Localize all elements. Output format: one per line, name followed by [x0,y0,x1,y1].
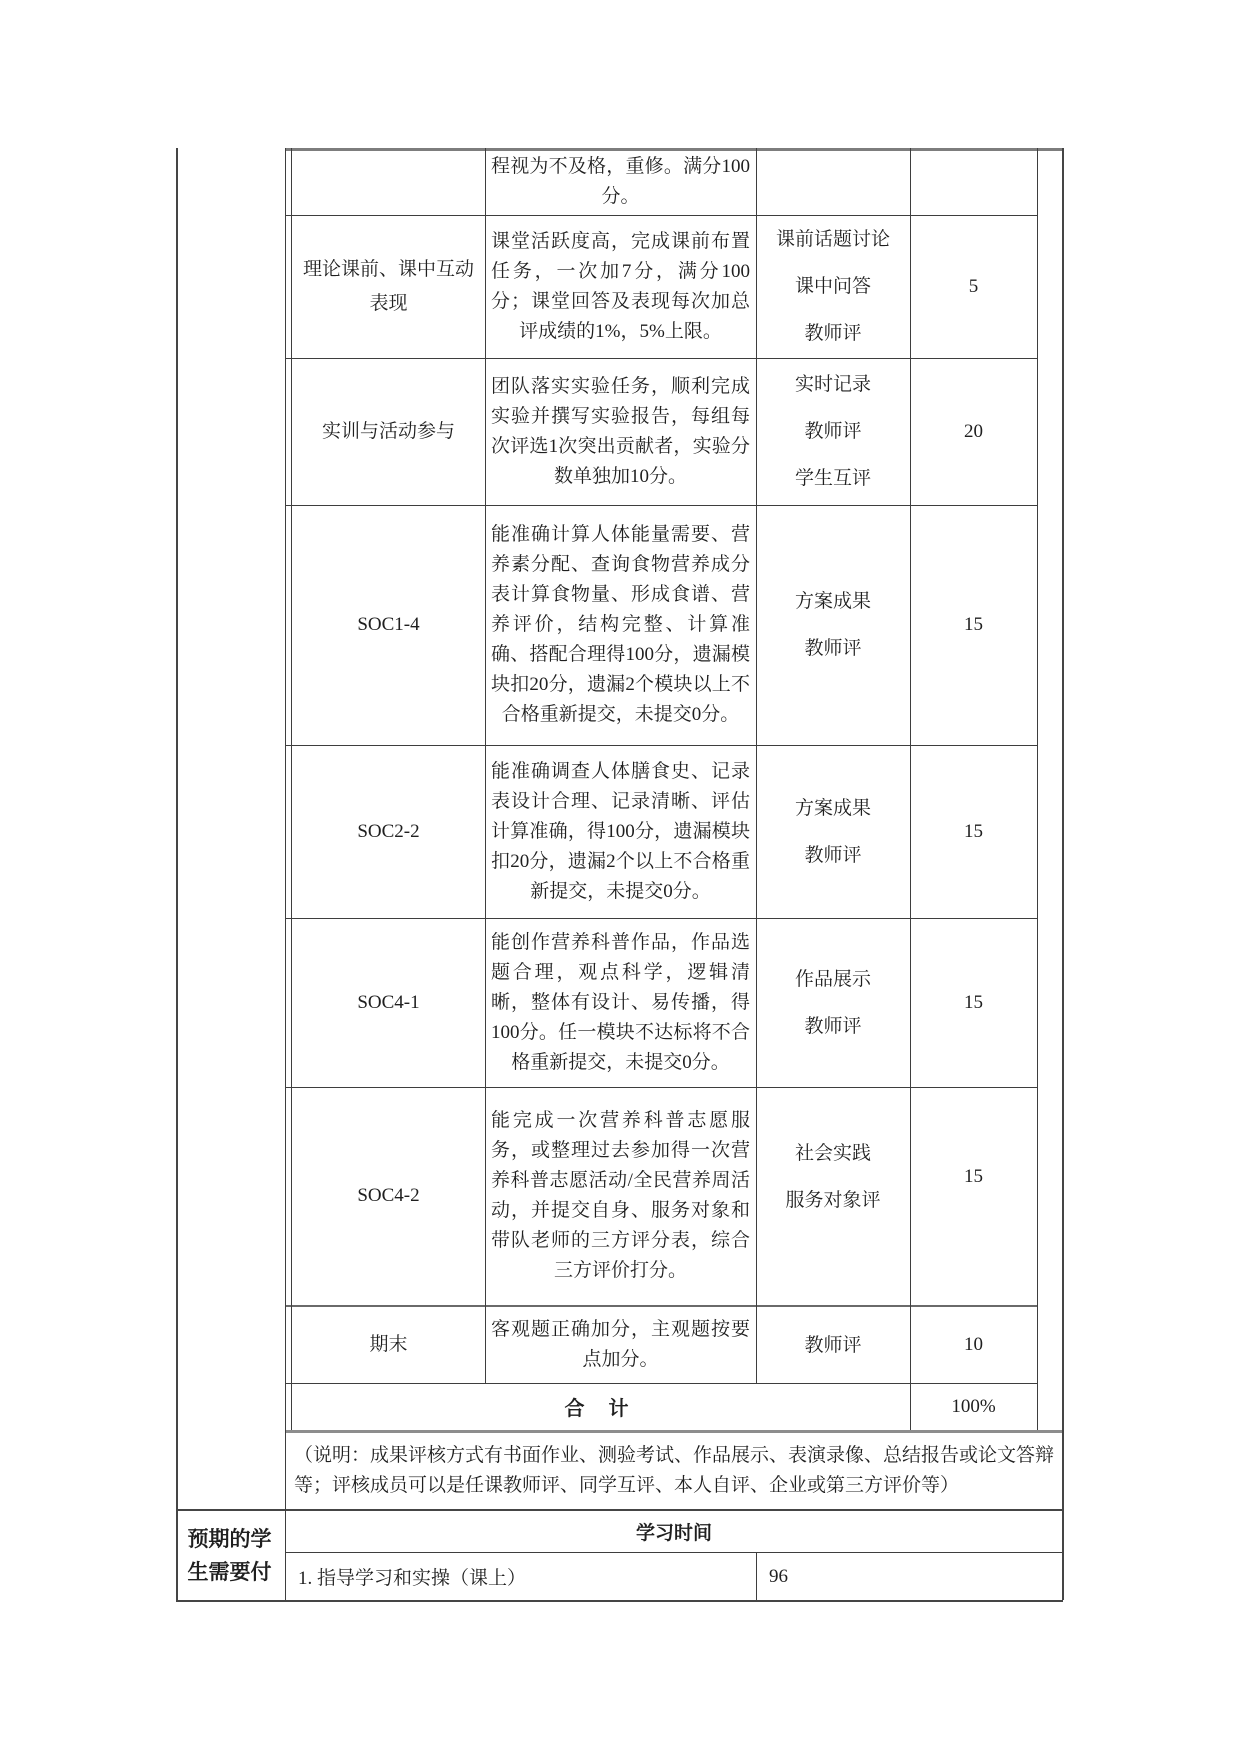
outer-right-border [1062,148,1064,1600]
col-divider [1037,148,1038,1430]
total-value-cell [910,1383,1037,1430]
learning-item-hours: 96 [769,1565,788,1587]
eval-line: 实时记录 [794,374,871,395]
desc-text: 团队落实实验任务，顺利完成实验并撰写实验报告，每组每次评选1次突出贡献者，实验分数单独加10分。 [491,375,750,487]
total-label: 合 计 [564,1398,631,1420]
desc-cell [485,507,756,743]
learning-item-hours-cell [756,1553,1063,1600]
criteria-text: 期末 [369,1334,408,1355]
criteria-text: SOC1-4 [357,614,420,635]
desc-cell [485,1089,756,1303]
section-divider [285,1430,1063,1433]
eval-line: 教师评 [804,1334,862,1356]
desc-text: 课堂活跃度高，完成课前布置任务，一次加7分，满分100分；课堂回答及表现每次加总评成绩的1%，5%上限。 [491,230,750,342]
desc-text: 客观题正确加分，主观题按要点加分。 [491,1319,750,1370]
table-bottom-border [176,1600,1063,1602]
desc-cell [485,360,756,503]
outer-left-border [176,148,178,1600]
note-cell [285,1434,1063,1507]
criteria-cell [292,1087,485,1305]
eval-cell [756,918,910,1087]
score-cell [910,1087,1037,1267]
eval-line: 教师评 [804,844,862,866]
desc-cell [485,217,756,356]
total-label-cell [285,1383,910,1430]
eval-line: 服务对象评 [785,1190,881,1211]
side-header-cell [178,1511,285,1600]
score-value: 20 [964,420,983,442]
criteria-text: 理论课前、课中互动表现 [302,258,474,314]
eval-cell [756,745,910,918]
criteria-cell [292,1307,485,1383]
eval-cell [756,358,910,505]
score-value: 10 [964,1334,983,1355]
score-cell [910,745,1037,918]
score-value: 15 [964,614,983,635]
eval-cell [756,1087,910,1267]
eval-cell [756,505,910,745]
criteria-cell [292,745,485,918]
eval-line: 教师评 [804,323,862,344]
eval-line: 教师评 [804,638,862,659]
desc-text: 能准确计算人体能量需要、营养素分配、查询食物营养成分表计算食物量、形成食谱、营养评价，结构完整、计算准确、搭配合理得100分，遗漏模块扣20分，遗漏2个模块以上不合格重新提交，未提交0分。 [491,524,750,725]
eval-line: 课中问答 [794,276,871,297]
eval-line: 方案成果 [794,797,871,819]
eval-line: 社会实践 [794,1143,871,1164]
score-cell [910,358,1037,505]
eval-line: 课前话题讨论 [775,229,890,250]
desc-cell [485,747,756,916]
learning-item-label: 1. 指导学习和实操（课上） [298,1568,527,1589]
criteria-cell [292,358,485,505]
eval-line: 学生互评 [794,468,871,489]
desc-text: 能完成一次营养科普志愿服务，或整理过去参加得一次营养科普志愿活动/全民营养周活动，并提交自身、服务对象和带队老师的三方评分表，综合三方评价打分。 [491,1110,750,1281]
learning-time-header-cell [285,1511,1063,1552]
eval-line: 教师评 [804,1015,862,1037]
note-text: （说明：成果评核方式有书面作业、测验考试、作品展示、表演录像、总结报告或论文答辩等；评核成员可以是任课教师评、同学互评、本人自评、企业或第三方评价等） [294,1444,1055,1496]
score-cell [910,1307,1037,1383]
eval-line: 方案成果 [794,591,871,612]
score-value: 15 [964,991,983,1013]
score-value: 15 [964,1166,983,1187]
criteria-text: SOC4-2 [357,1185,420,1206]
criteria-cell [292,215,485,358]
desc-text: 能准确调查人体膳食史、记录表设计合理、记录清晰、评估计算准确，得100分，遗漏模块扣20分，遗漏2个以上不合格重新提交，未提交0分。 [491,760,750,902]
score-value: 15 [964,820,983,842]
desc-cell [485,920,756,1085]
criteria-text: SOC2-2 [357,820,420,842]
desc-cell [485,1307,756,1383]
learning-item-cell [285,1553,756,1600]
score-value: 5 [968,275,979,297]
desc-text: 能创作营养科普作品，作品选题合理，观点科学，逻辑清晰，整体有设计、易传播，得100分。任一模块不达标将不合格重新提交，未提交0分。 [491,931,750,1073]
eval-line: 作品展示 [794,968,871,990]
total-value: 100% [951,1395,996,1417]
criteria-cell [292,918,485,1087]
desc-cell-continuation [485,150,756,214]
eval-cell [756,215,910,358]
eval-cell [756,1307,910,1383]
criteria-cell [292,505,485,745]
eval-line: 教师评 [804,421,862,442]
criteria-text: SOC4-1 [357,991,420,1013]
score-cell [910,215,1037,358]
score-cell [910,918,1037,1087]
criteria-text: 实训与活动参与 [321,420,455,442]
desc-text: 程视为不及格，重修。满分100分。 [491,156,750,207]
learning-time-header: 学习时间 [635,1523,712,1544]
side-header-text: 预期的学生需要付 [187,1527,272,1584]
score-cell [910,505,1037,745]
